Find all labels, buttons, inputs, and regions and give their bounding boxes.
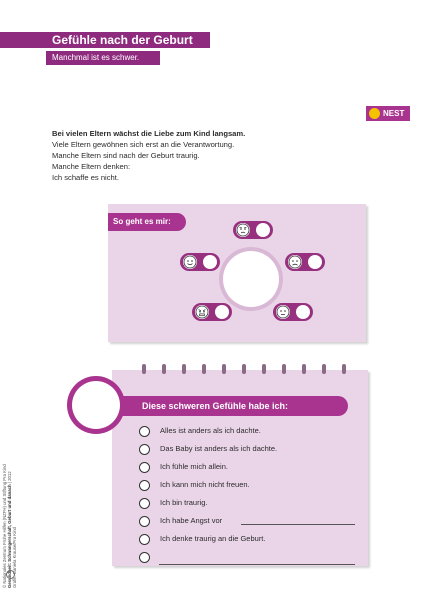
- list-item[interactable]: [139, 532, 369, 550]
- page-subtitle: Manchmal ist es schwer.: [46, 51, 160, 65]
- credits: © Nationales Zentrum Frühe Hilfen (NZFH) und Stiftung Pro Kind Gesundheit: Schwangerschaft, Geburt und danach | 2012 Grafik: Daniela Krause/Pro Kind: [2, 398, 18, 588]
- checkbox[interactable]: [139, 534, 150, 545]
- circle-mark-icon: [6, 570, 15, 579]
- fill-in-line[interactable]: [241, 524, 355, 525]
- credits-line: © Nationales Zentrum Frühe Hilfen (NZFH) und Stiftung Pro Kind: [2, 464, 7, 588]
- intro-line: Viele Eltern gewöhnen sich erst an die Verantwortung.: [52, 140, 235, 149]
- spiral-binding: [242, 364, 246, 374]
- list-item[interactable]: [139, 478, 369, 496]
- spiral-binding: [222, 364, 226, 374]
- list-item-label: Ich bin traurig.: [160, 498, 208, 507]
- mood-checkbox[interactable]: [296, 305, 310, 319]
- feelings-circle[interactable]: [72, 381, 120, 429]
- nest-label: NEST: [383, 109, 405, 118]
- credits-line: Gesundheit: Schwangerschaft, Geburt und danach: [7, 484, 13, 588]
- mood-option-happy[interactable]: [180, 253, 220, 271]
- spiral-binding: [302, 364, 306, 374]
- mood-checkbox[interactable]: [215, 305, 229, 319]
- intro-line: Manche Eltern denken:: [52, 162, 131, 171]
- checkbox[interactable]: [139, 498, 150, 509]
- mood-option-neutral[interactable]: [273, 303, 313, 321]
- checkbox[interactable]: [139, 552, 150, 563]
- list-item[interactable]: [139, 514, 369, 532]
- fill-in-line[interactable]: [159, 564, 355, 565]
- spiral-binding: [162, 364, 166, 374]
- feelings-checklist: [139, 424, 369, 568]
- mood-center-circle[interactable]: [223, 251, 279, 307]
- happy-face-icon: [183, 255, 197, 269]
- spiral-binding: [202, 364, 206, 374]
- mood-option-worried[interactable]: [233, 221, 273, 239]
- list-item[interactable]: [139, 460, 369, 478]
- list-item-label: Ich denke traurig an die Geburt.: [160, 534, 266, 543]
- worried-face-icon: [236, 223, 250, 237]
- spiral-binding: [342, 364, 346, 374]
- checkbox[interactable]: [139, 426, 150, 437]
- list-item-label: Ich kann mich nicht freuen.: [160, 480, 250, 489]
- spiral-binding: [142, 364, 146, 374]
- list-item[interactable]: [139, 496, 369, 514]
- mood-checkbox[interactable]: [203, 255, 217, 269]
- intro-line: Manche Eltern sind nach der Geburt traurig.: [52, 151, 200, 160]
- list-item-label: Das Baby ist anders als ich dachte.: [160, 444, 278, 453]
- page-title: Gefühle nach der Geburt: [52, 33, 193, 47]
- list-item[interactable]: [139, 424, 369, 442]
- list-item-label: Ich habe Angst vor: [160, 516, 223, 525]
- checkbox[interactable]: [139, 516, 150, 527]
- spiral-binding: [182, 364, 186, 374]
- credits-year: 2012: [7, 471, 13, 481]
- checkbox[interactable]: [139, 480, 150, 491]
- angry-face-icon: [195, 305, 209, 319]
- checkbox[interactable]: [139, 444, 150, 455]
- intro-text: [52, 128, 372, 183]
- list-item[interactable]: [139, 550, 369, 568]
- spiral-binding: [322, 364, 326, 374]
- nest-logo-icon: [369, 108, 380, 119]
- nest-badge: [366, 106, 410, 121]
- mood-option-sad[interactable]: [285, 253, 325, 271]
- mood-checkbox[interactable]: [308, 255, 322, 269]
- mood-checkbox[interactable]: [256, 223, 270, 237]
- feelings-panel-label-text: Diese schweren Gefühle habe ich:: [142, 401, 289, 411]
- spiral-binding: [262, 364, 266, 374]
- mood-panel-label-text: So geht es mir:: [113, 217, 171, 226]
- intro-line: Ich schaffe es nicht.: [52, 173, 119, 182]
- list-item[interactable]: [139, 442, 369, 460]
- list-item-label: Alles ist anders als ich dachte.: [160, 426, 261, 435]
- spiral-binding: [282, 364, 286, 374]
- list-item-label: Ich fühle mich allein.: [160, 462, 228, 471]
- intro-line: Bei vielen Eltern wächst die Liebe zum Kind langsam.: [52, 129, 246, 138]
- mood-panel-label: [108, 213, 186, 231]
- checkbox[interactable]: [139, 462, 150, 473]
- mood-option-angry[interactable]: [192, 303, 232, 321]
- neutral-face-icon: [276, 305, 290, 319]
- sad-face-icon: [288, 255, 302, 269]
- credits-line: Grafik: Daniela Krause/Pro Kind: [12, 527, 18, 588]
